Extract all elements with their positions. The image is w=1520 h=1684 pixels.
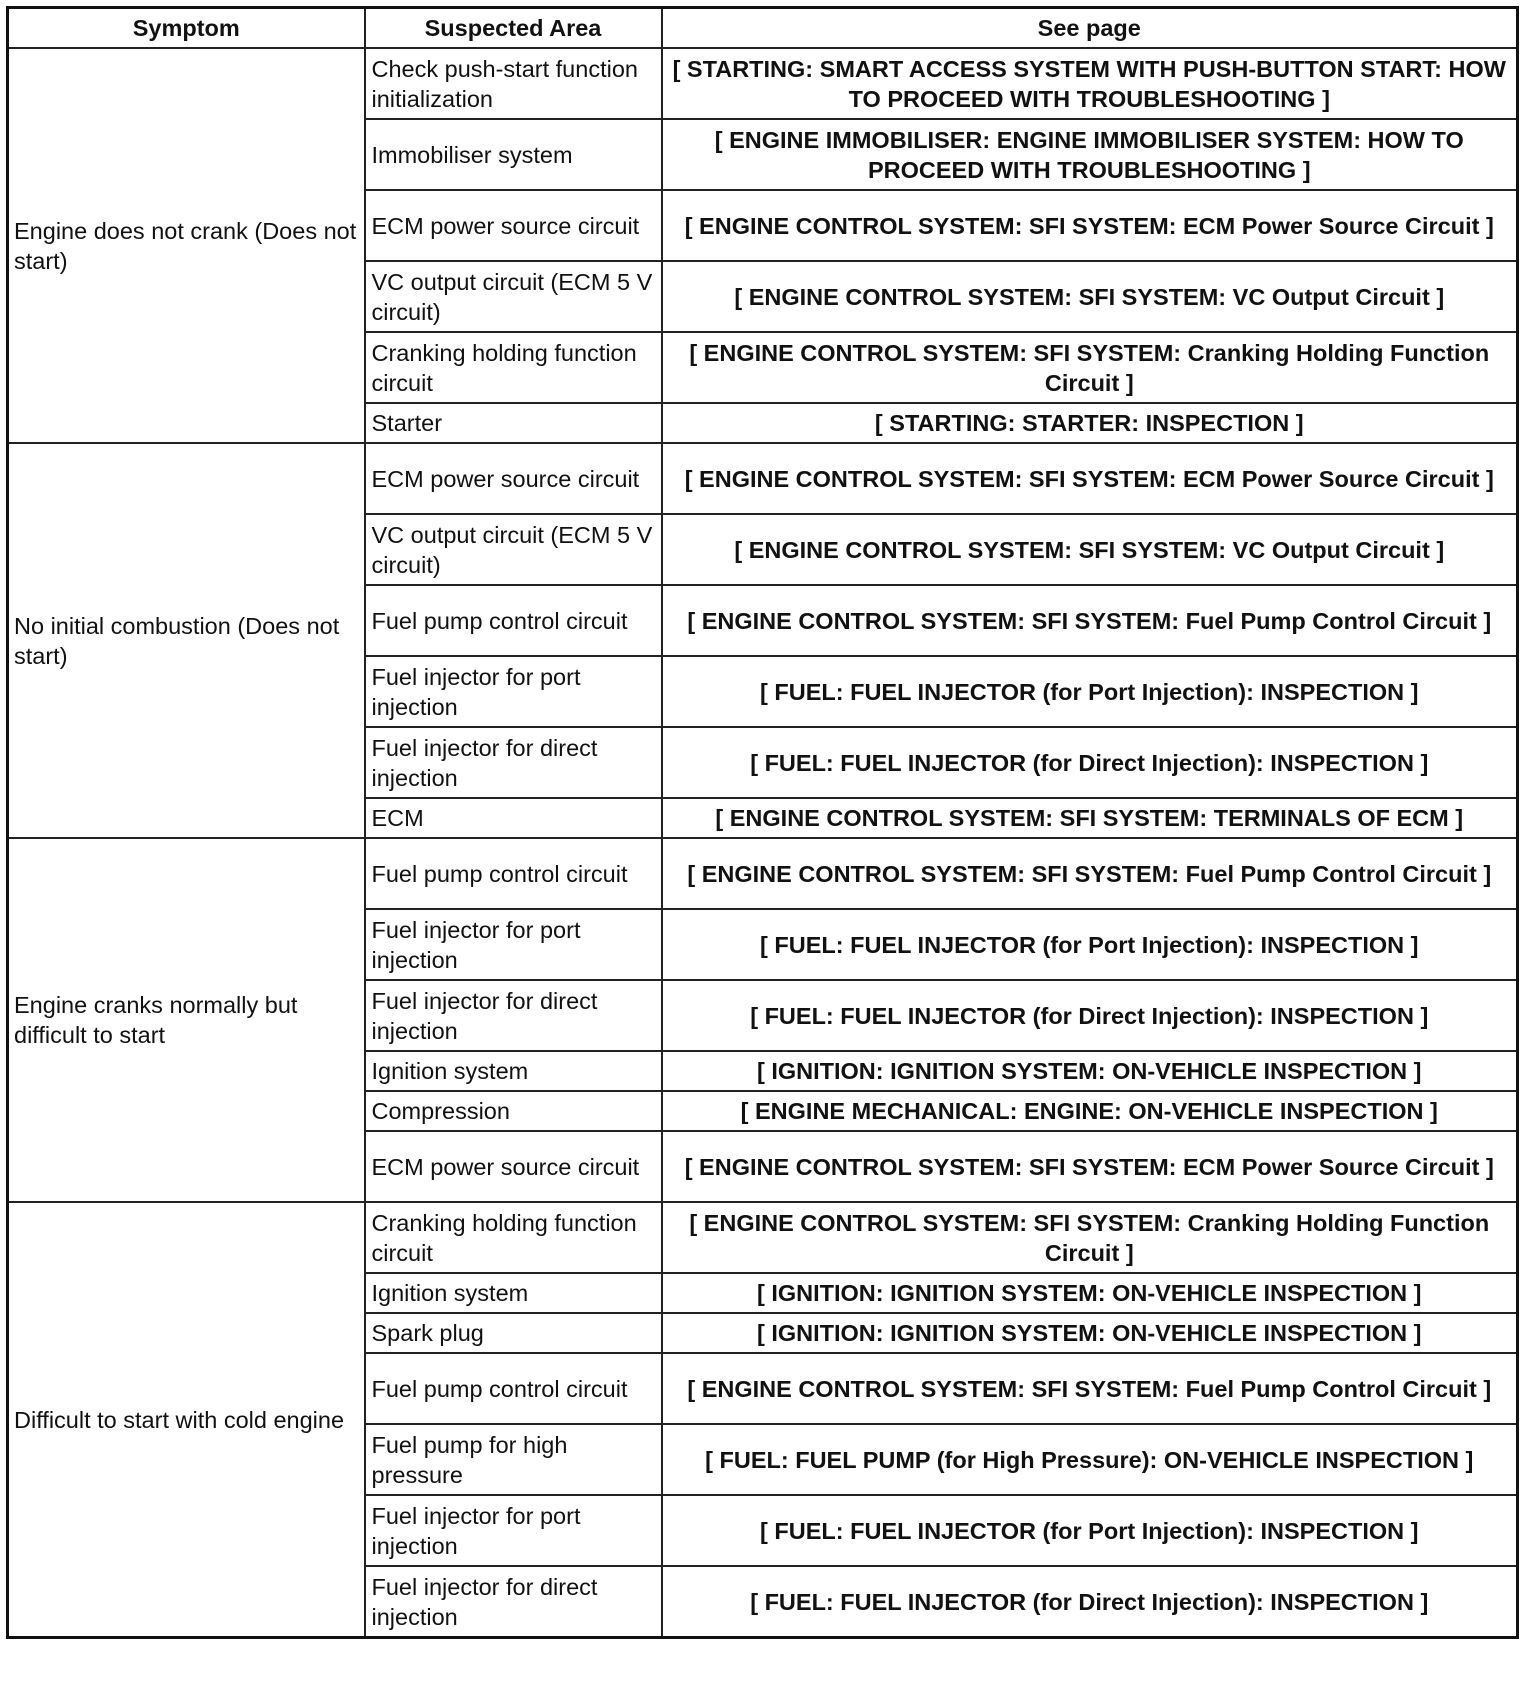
see-page-link[interactable]: [ ENGINE CONTROL SYSTEM: SFI SYSTEM: Fuel Pump Control Circuit ] (662, 585, 1518, 656)
symptom-cell: No initial combustion (Does not start) (8, 443, 365, 838)
see-page-link[interactable]: [ STARTING: STARTER: INSPECTION ] (662, 403, 1518, 443)
table-row (8, 838, 1518, 909)
suspected-area-cell: Compression (365, 1091, 662, 1131)
header-suspected-area: Suspected Area (365, 8, 662, 49)
see-page-link[interactable]: [ IGNITION: IGNITION SYSTEM: ON-VEHICLE INSPECTION ] (662, 1313, 1518, 1353)
suspected-area-cell: Fuel injector for port injection (365, 909, 662, 980)
see-page-link[interactable]: [ ENGINE CONTROL SYSTEM: SFI SYSTEM: Cranking Holding Function Circuit ] (662, 332, 1518, 403)
header-see-page: See page (662, 8, 1518, 49)
table-row (8, 443, 1518, 514)
troubleshooting-table (6, 6, 1519, 1639)
symptom-cell: Engine does not crank (Does not start) (8, 48, 365, 443)
see-page-link[interactable]: [ ENGINE CONTROL SYSTEM: SFI SYSTEM: Fuel Pump Control Circuit ] (662, 838, 1518, 909)
suspected-area-cell: ECM (365, 798, 662, 838)
see-page-link[interactable]: [ ENGINE CONTROL SYSTEM: SFI SYSTEM: Cranking Holding Function Circuit ] (662, 1202, 1518, 1273)
header-row (8, 8, 1518, 49)
see-page-link[interactable]: [ ENGINE CONTROL SYSTEM: SFI SYSTEM: VC Output Circuit ] (662, 514, 1518, 585)
suspected-area-cell: VC output circuit (ECM 5 V circuit) (365, 261, 662, 332)
suspected-area-cell: Fuel injector for port injection (365, 656, 662, 727)
suspected-area-cell: Starter (365, 403, 662, 443)
suspected-area-cell: Cranking holding function circuit (365, 1202, 662, 1273)
suspected-area-cell: Fuel pump control circuit (365, 585, 662, 656)
see-page-link[interactable]: [ FUEL: FUEL INJECTOR (for Port Injection): INSPECTION ] (662, 656, 1518, 727)
table-row (8, 1202, 1518, 1273)
see-page-link[interactable]: [ FUEL: FUEL INJECTOR (for Port Injection): INSPECTION ] (662, 1495, 1518, 1566)
suspected-area-cell: ECM power source circuit (365, 443, 662, 514)
suspected-area-cell: Fuel injector for direct injection (365, 727, 662, 798)
suspected-area-cell: Cranking holding function circuit (365, 332, 662, 403)
see-page-link[interactable]: [ STARTING: SMART ACCESS SYSTEM WITH PUSH-BUTTON START: HOW TO PROCEED WITH TROUBLESHOOTING ] (662, 48, 1518, 119)
see-page-link[interactable]: [ ENGINE IMMOBILISER: ENGINE IMMOBILISER SYSTEM: HOW TO PROCEED WITH TROUBLESHOOTING ] (662, 119, 1518, 190)
suspected-area-cell: ECM power source circuit (365, 1131, 662, 1202)
see-page-link[interactable]: [ ENGINE MECHANICAL: ENGINE: ON-VEHICLE INSPECTION ] (662, 1091, 1518, 1131)
see-page-link[interactable]: [ ENGINE CONTROL SYSTEM: SFI SYSTEM: VC Output Circuit ] (662, 261, 1518, 332)
symptom-cell: Difficult to start with cold engine (8, 1202, 365, 1638)
suspected-area-cell: Immobiliser system (365, 119, 662, 190)
suspected-area-cell: Fuel injector for port injection (365, 1495, 662, 1566)
table-row (8, 48, 1518, 119)
see-page-link[interactable]: [ IGNITION: IGNITION SYSTEM: ON-VEHICLE INSPECTION ] (662, 1273, 1518, 1313)
suspected-area-cell: Fuel pump for high pressure (365, 1424, 662, 1495)
see-page-link[interactable]: [ ENGINE CONTROL SYSTEM: SFI SYSTEM: ECM Power Source Circuit ] (662, 443, 1518, 514)
suspected-area-cell: Ignition system (365, 1051, 662, 1091)
suspected-area-cell: Fuel injector for direct injection (365, 980, 662, 1051)
suspected-area-cell: ECM power source circuit (365, 190, 662, 261)
see-page-link[interactable]: [ FUEL: FUEL INJECTOR (for Direct Injection): INSPECTION ] (662, 980, 1518, 1051)
symptom-cell: Engine cranks normally but difficult to start (8, 838, 365, 1202)
troubleshooting-table-container (6, 6, 1519, 1639)
see-page-link[interactable]: [ IGNITION: IGNITION SYSTEM: ON-VEHICLE INSPECTION ] (662, 1051, 1518, 1091)
header-symptom: Symptom (8, 8, 365, 49)
suspected-area-cell: Spark plug (365, 1313, 662, 1353)
see-page-link[interactable]: [ ENGINE CONTROL SYSTEM: SFI SYSTEM: TERMINALS OF ECM ] (662, 798, 1518, 838)
suspected-area-cell: Check push-start function initialization (365, 48, 662, 119)
see-page-link[interactable]: [ ENGINE CONTROL SYSTEM: SFI SYSTEM: ECM Power Source Circuit ] (662, 190, 1518, 261)
suspected-area-cell: Ignition system (365, 1273, 662, 1313)
see-page-link[interactable]: [ FUEL: FUEL INJECTOR (for Direct Injection): INSPECTION ] (662, 1566, 1518, 1638)
suspected-area-cell: Fuel pump control circuit (365, 838, 662, 909)
see-page-link[interactable]: [ FUEL: FUEL PUMP (for High Pressure): ON-VEHICLE INSPECTION ] (662, 1424, 1518, 1495)
see-page-link[interactable]: [ ENGINE CONTROL SYSTEM: SFI SYSTEM: ECM Power Source Circuit ] (662, 1131, 1518, 1202)
see-page-link[interactable]: [ ENGINE CONTROL SYSTEM: SFI SYSTEM: Fuel Pump Control Circuit ] (662, 1353, 1518, 1424)
suspected-area-cell: Fuel injector for direct injection (365, 1566, 662, 1638)
suspected-area-cell: Fuel pump control circuit (365, 1353, 662, 1424)
suspected-area-cell: VC output circuit (ECM 5 V circuit) (365, 514, 662, 585)
see-page-link[interactable]: [ FUEL: FUEL INJECTOR (for Port Injection): INSPECTION ] (662, 909, 1518, 980)
see-page-link[interactable]: [ FUEL: FUEL INJECTOR (for Direct Injection): INSPECTION ] (662, 727, 1518, 798)
